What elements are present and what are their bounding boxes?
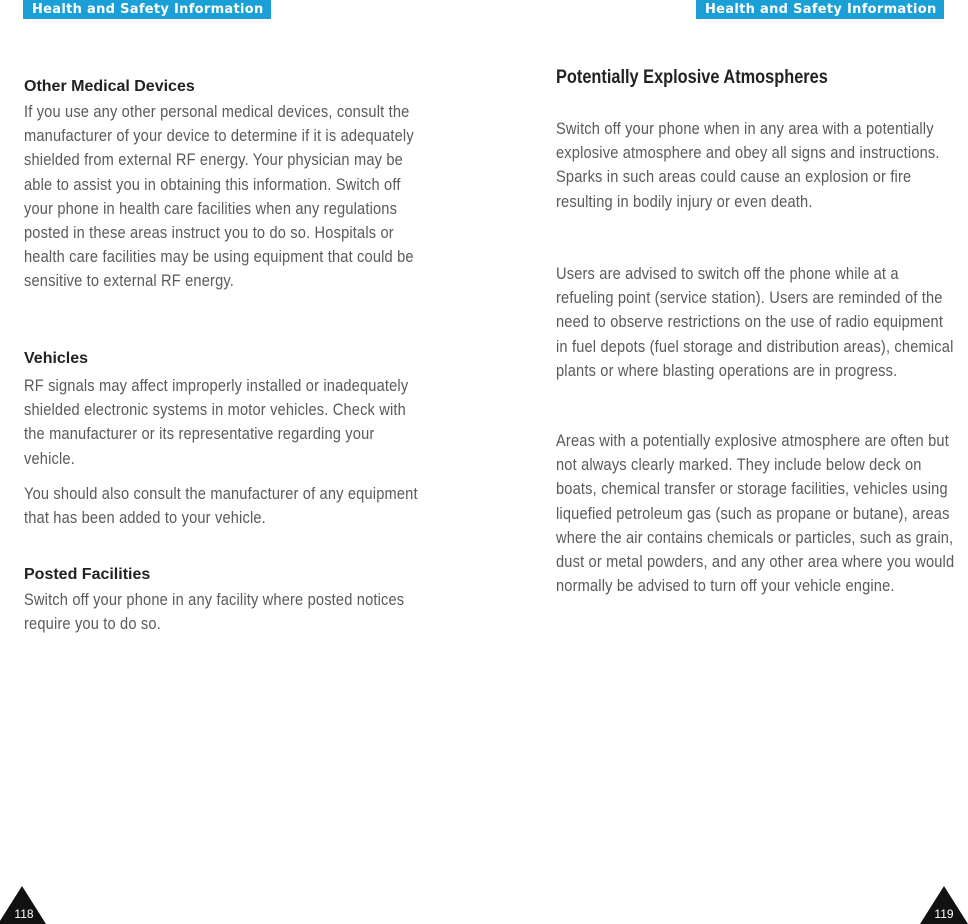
page-number-right: 119 [934,907,954,921]
section-heading-other-medical-devices: Other Medical Devices [24,78,195,95]
paragraph-explosive-3: Areas with a potentially explosive atmosphere are often but not always clearly marked. They include below deck on boats, chemical transfer or storage facilities, vehicles using liquefied petroleum gas (such as propane or butane), areas where the air contains chemicals or particles, such as grain, dust or metal powders, and any other area where you would normally be advised to turn off your vehicle engine. [556,431,955,596]
section-heading-posted-facilities: Posted Facilities [24,566,151,583]
right-page-header: Health and Safety Information [696,0,944,19]
paragraph-posted-facilities: Switch off your phone in any facility where posted notices require you to do so. [24,590,405,634]
section-heading-vehicles: Vehicles [24,350,89,367]
paragraph-explosive-2: Users are advised to switch off the phone while at a refueling point (service station). Users are reminded of the need to observe restrictions on the use of radio equipment in fuel depots (fuel storage and distribution areas), chemical plants or where blasting operations are in progress. [556,264,954,380]
paragraph-explosive-1: Switch off your phone when in any area with a potentially explosive atmosphere and obey all signs and instructions. Sparks in such areas could cause an explosion or fire resulting in bodily injury or even death. [556,119,940,211]
paragraph-vehicles-2: You should also consult the manufacturer of any equipment that has been added to your vehicle. [24,484,418,528]
page-number-left: 118 [14,907,34,921]
paragraph-other-medical-devices: If you use any other personal medical devices, consult the manufacturer of your device to determine if it is adequately shielded from external RF energy. Your physician may be able to assist you in obtaining this information. Switch off your phone in health care facilities when any regulations posted in these areas instruct you to do so. Hospitals or health care facilities may be using equipment that could be sensitive to external RF energy. [24,102,414,291]
section-heading-explosive-atmospheres: Potentially Explosive Atmospheres [556,67,828,88]
paragraph-vehicles-1: RF signals may affect improperly installed or inadequately shielded electronic systems in motor vehicles. Check with the manufacturer or its representative regarding your vehicle. [24,376,409,468]
left-page-header: Health and Safety Information [23,0,271,19]
